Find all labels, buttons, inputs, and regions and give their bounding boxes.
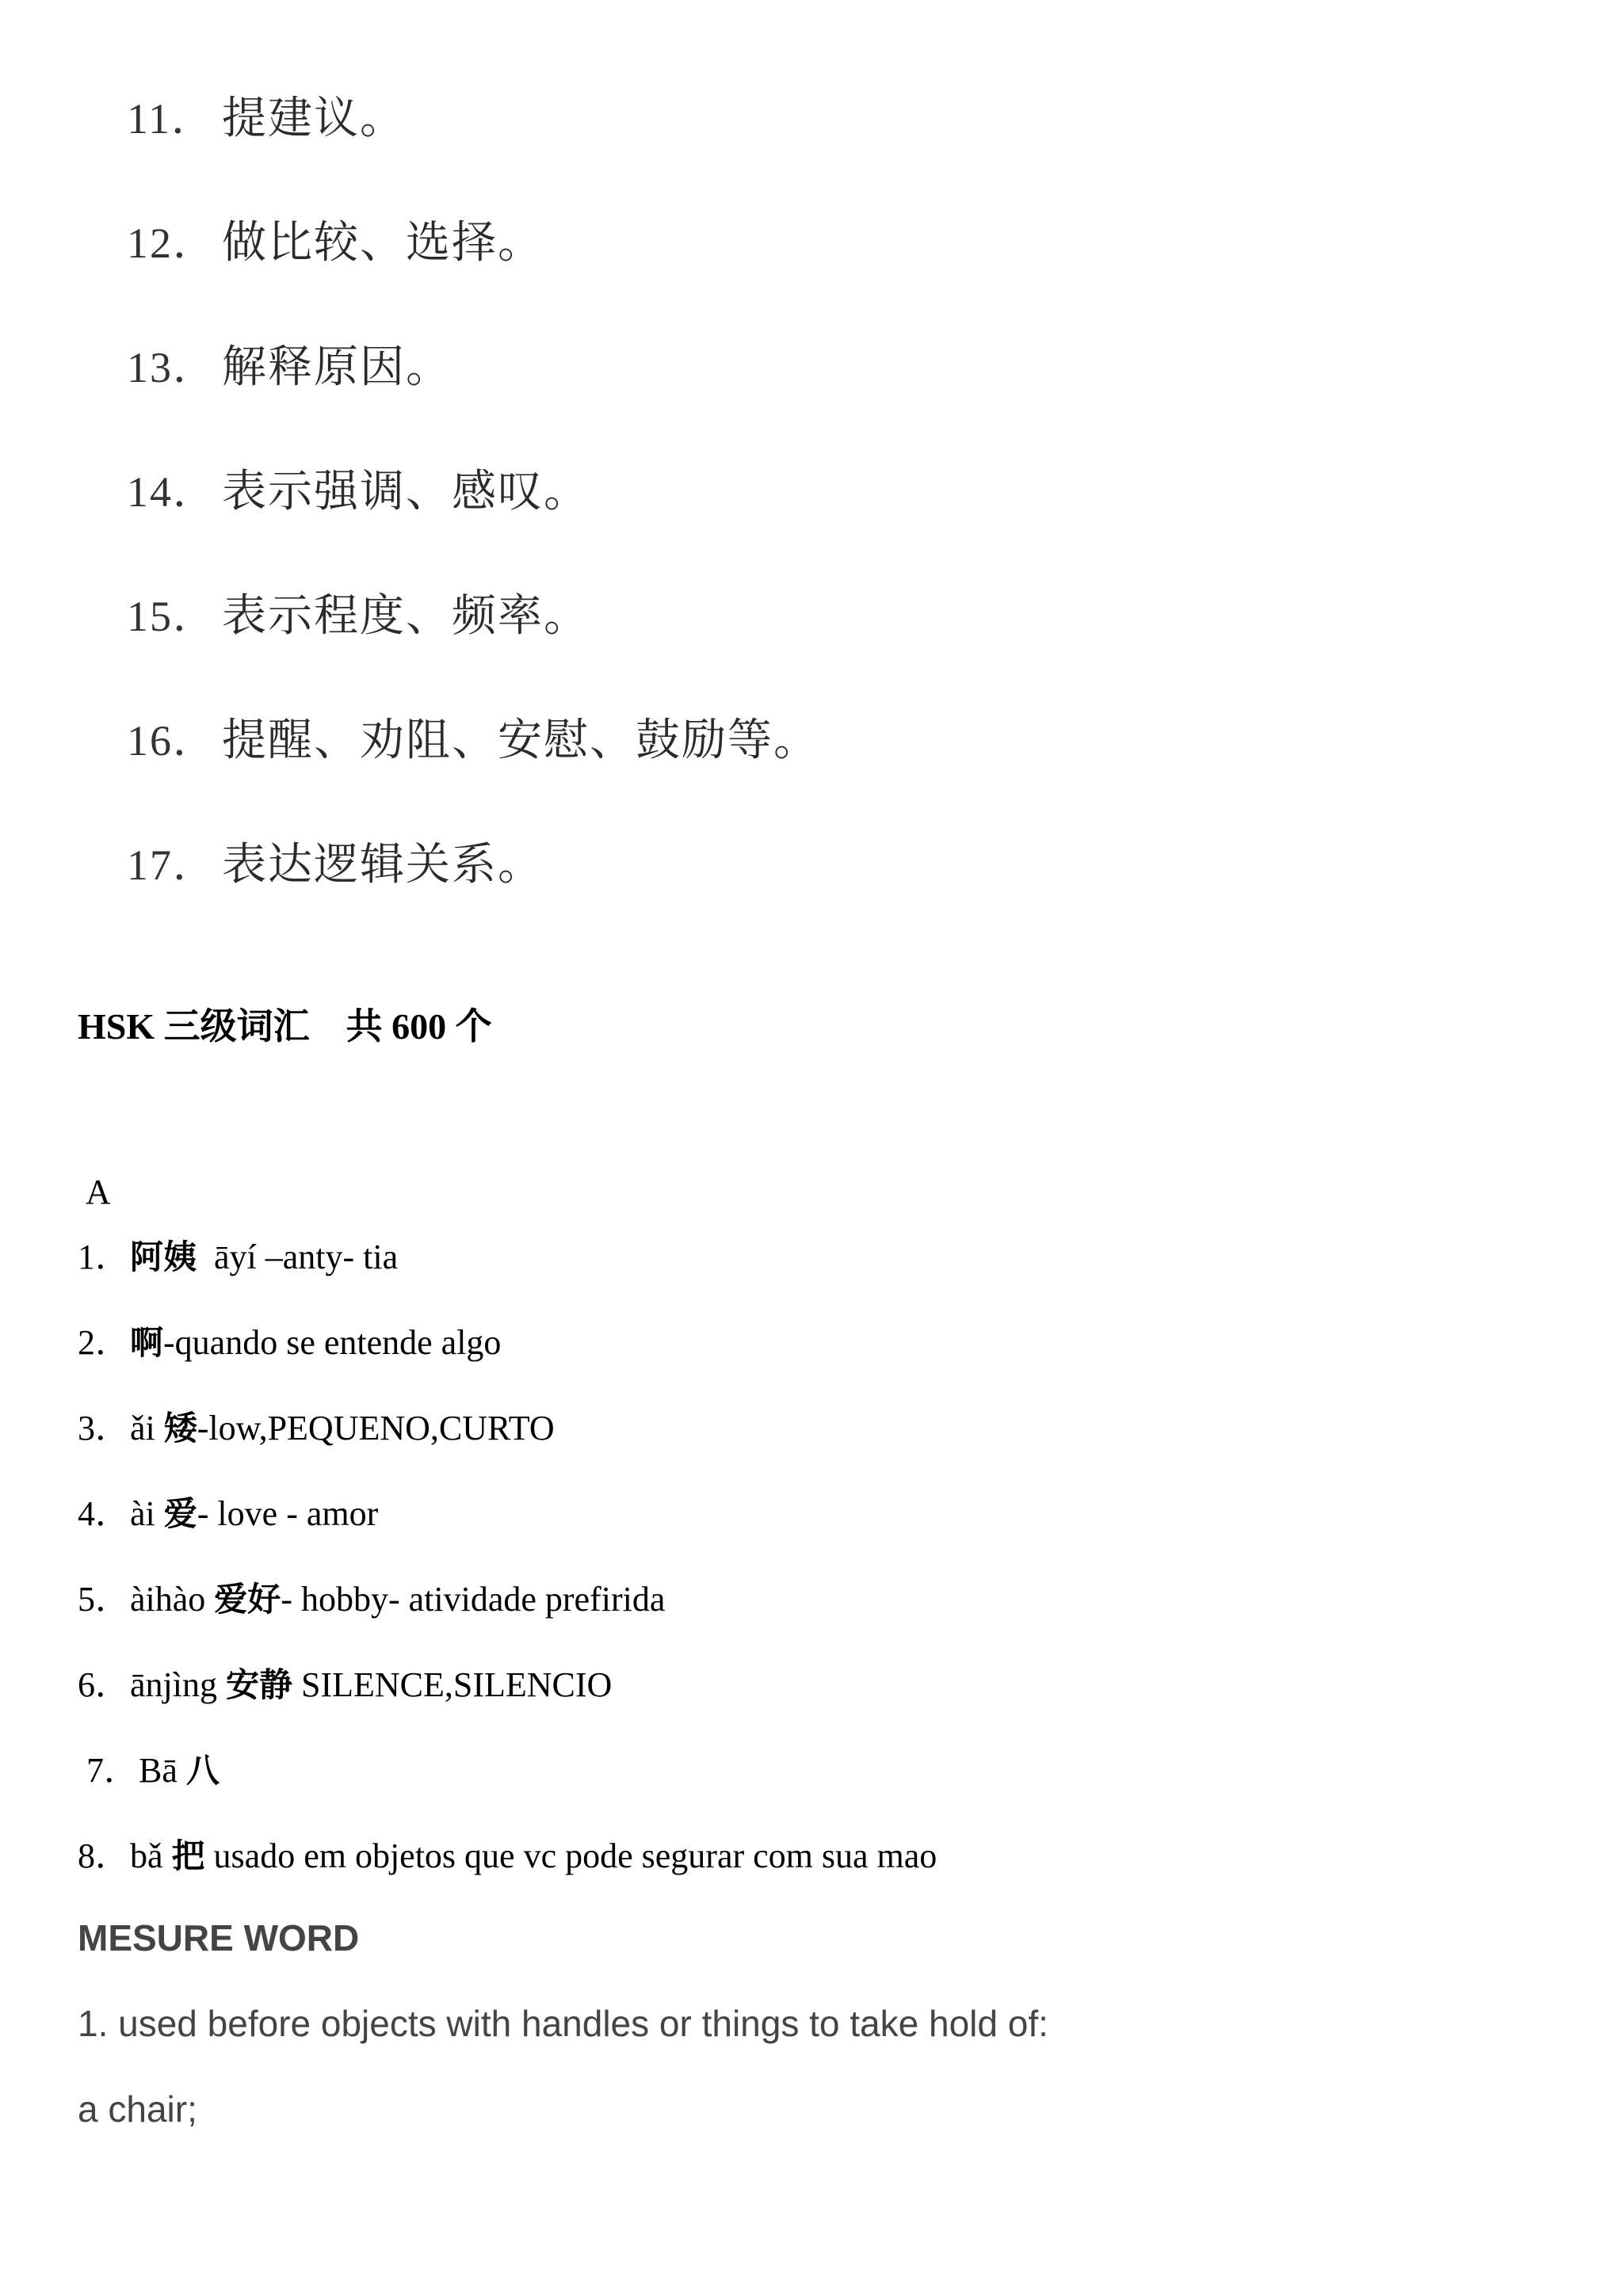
vocab-entry: [78, 1578, 1544, 1621]
list-item: [127, 93, 1316, 218]
vocab-prefix: 1．: [78, 1238, 130, 1276]
item-number: 14．: [127, 468, 217, 516]
vocab-hanzi: 爱: [163, 1494, 197, 1533]
item-text: 提醒、劝阻、安慰、鼓励等。: [222, 715, 819, 766]
vocab-prefix: 2．: [78, 1323, 130, 1362]
vocab-entry: [78, 1835, 1544, 1878]
vocab-rest: āyí –anty- tia: [197, 1238, 399, 1276]
definition-line: a chair;: [78, 2088, 197, 2130]
vocab-hanzi: 八: [185, 1751, 220, 1790]
item-number: 11．: [127, 95, 216, 143]
item-number: 16．: [127, 717, 217, 765]
vocab-prefix: 5．àihào: [78, 1580, 215, 1619]
vocab-entry: [78, 1407, 1544, 1450]
vocab-prefix: 8．bǎ: [78, 1836, 172, 1875]
vocab-entry: [78, 1322, 1544, 1364]
list-item: [127, 840, 1316, 964]
vocab-hanzi: 把: [171, 1836, 205, 1875]
item-text: 表示强调、感叹。: [222, 466, 590, 517]
item-text: 提建议。: [222, 93, 406, 144]
list-item: [127, 342, 1316, 467]
item-text: 表达逻辑关系。: [222, 839, 544, 891]
vocab-prefix: 3．ǎi: [78, 1409, 164, 1447]
item-number: 12．: [127, 219, 217, 267]
vocab-hanzi: 安静: [225, 1665, 292, 1704]
vocab-hanzi: 爱好: [214, 1580, 281, 1619]
vocab-entry: [78, 1664, 1544, 1707]
vocab-prefix: 4．ài: [78, 1494, 164, 1533]
list-item: [127, 467, 1316, 591]
vocab-rest: - hobby- atividade prefirida: [281, 1580, 666, 1619]
measure-word-heading: MESURE WORD: [78, 1917, 360, 1958]
list-item: [127, 715, 1316, 840]
vocab-rest: usado em objetos que vc pode segurar com sua mao: [204, 1836, 938, 1875]
vocab-entry: [78, 1236, 1544, 1279]
vocab-hanzi: 啊: [130, 1323, 164, 1362]
item-text: 解释原因。: [222, 341, 452, 393]
vocab-entry: [78, 1493, 1544, 1535]
vocab-prefix: 6．ānjìng: [78, 1665, 226, 1704]
vocab-hanzi: 阿姨: [130, 1238, 197, 1276]
vocab-rest: - love - amor: [197, 1494, 379, 1533]
vocab-prefix: 7．Bā: [78, 1751, 186, 1790]
chinese-numbered-list: [127, 93, 1316, 964]
vocab-rest: -low,PEQUENO,CURTO: [197, 1409, 555, 1447]
list-item: [127, 591, 1316, 715]
item-number: 17．: [127, 841, 217, 889]
vocab-hanzi: 矮: [163, 1409, 197, 1447]
hsk-heading: HSK 三级词汇 共 600 个: [78, 1006, 492, 1047]
item-number: 13．: [127, 344, 217, 391]
vocab-rest: -quando se entende algo: [163, 1323, 502, 1362]
vocab-rest: SILENCE,SILENCIO: [292, 1665, 613, 1704]
vocab-entry: [78, 1749, 1544, 1792]
definition-line: 1. used before objects with handles or things to take hold of:: [78, 2003, 1048, 2044]
item-text: 表示程度、频率。: [222, 590, 590, 642]
list-item: [127, 218, 1316, 342]
item-number: 15．: [127, 593, 217, 640]
item-text: 做比较、选择。: [222, 217, 544, 269]
section-letter: A: [86, 1173, 111, 1211]
